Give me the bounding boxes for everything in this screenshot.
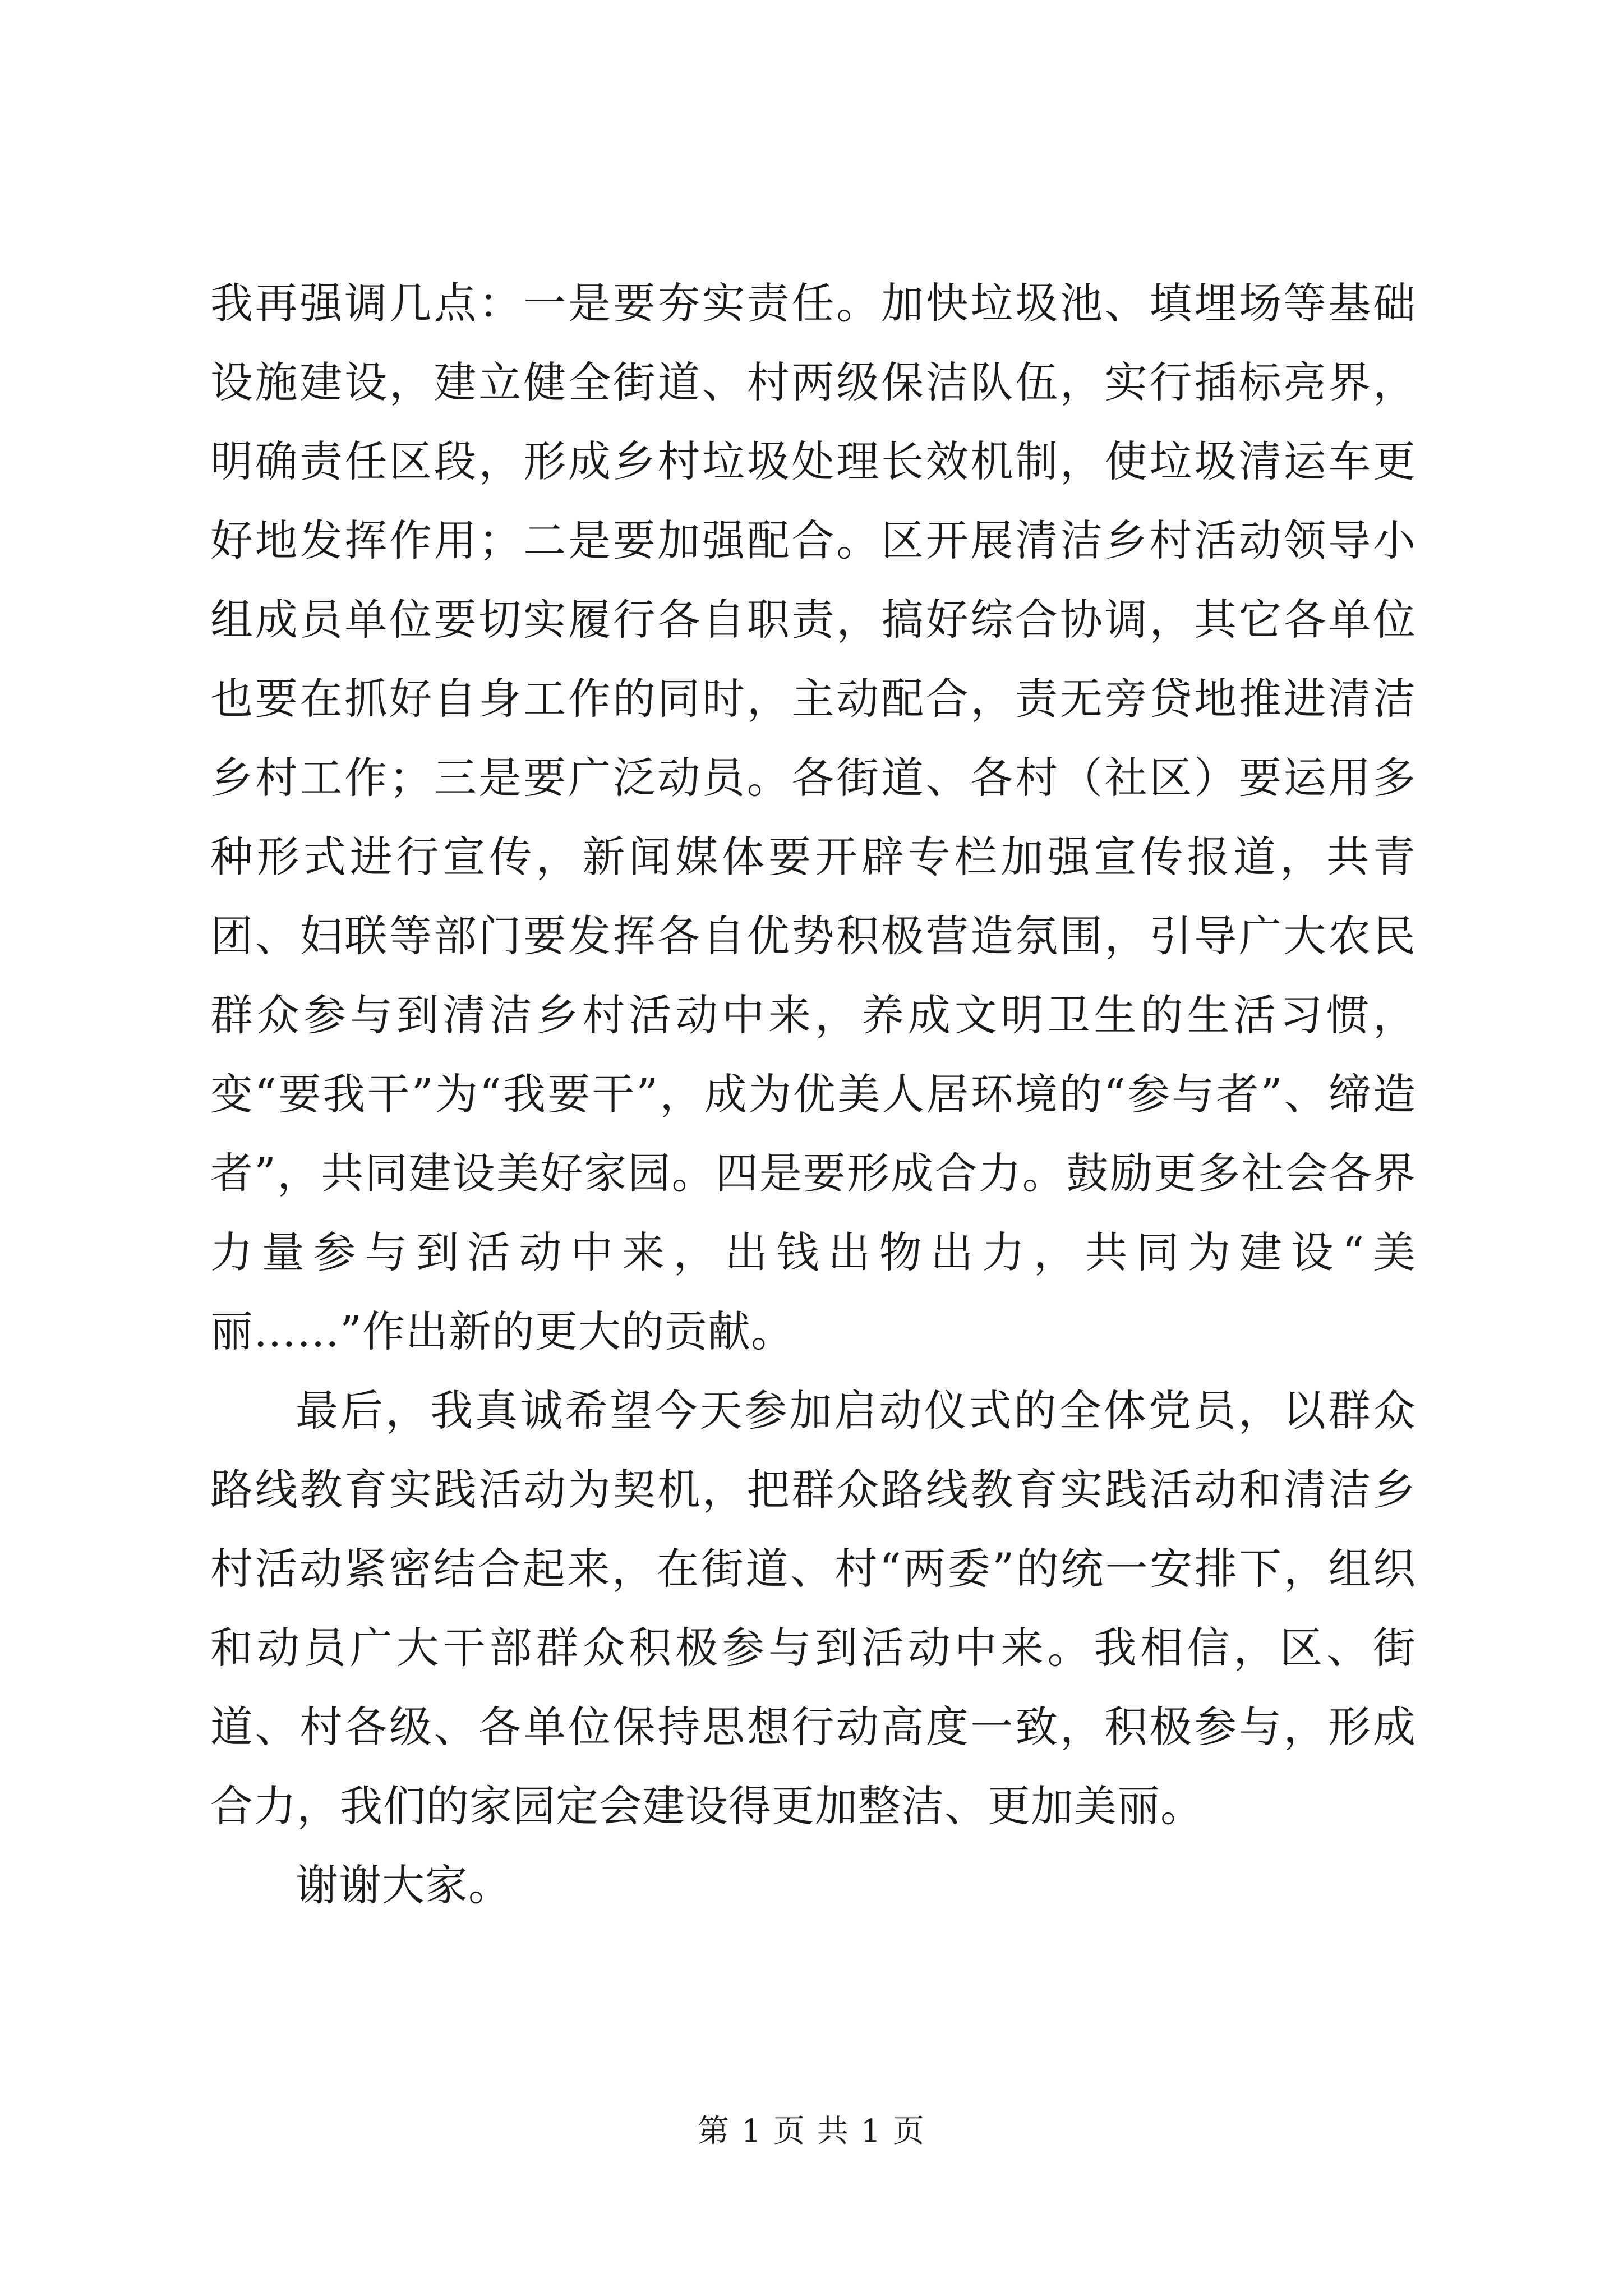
paragraph-1: 我再强调几点：一是要夯实责任。加快垃圾池、填埋场等基础设施建设，建立健全街道、村两级保洁队伍，实行插标亮界，明确责任区段，形成乡村垃圾处理长效机制，使垃圾清运车更好地发挥作用；二是要加强配合。区开展清洁乡村活动领导小组成员单位要切实履行各自职责，搞好综合协调，其它各单位也要在抓好自身工作的同时，主动配合，责无旁贷地推进清洁乡村工作；三是要广泛动员。各街道、各村（社区）要运用多种形式进行宣传，新闻媒体要开辟专栏加强宣传报道，共青团、妇联等部门要发挥各自优势积极营造氛围，引导广大农民群众参与到清洁乡村活动中来，养成文明卫生的生活习惯，变“要我干”为“我要干”，成为优美人居环境的“参与者”、缔造者”，共同建设美好家园。四是要形成合力。鼓励更多社会各界力量参与到活动中来，出钱出物出力，共同为建设“美丽……”作出新的更大的贡献。: [210, 278, 1416, 1356]
page-footer: 第 1 页 共 1 页: [697, 2113, 926, 2150]
paragraph-3: 谢谢大家。: [296, 1860, 511, 1910]
document-body: [210, 264, 1416, 1925]
paragraph-2: 最后，我真诚希望今天参加启动仪式的全体党员，以群众路线教育实践活动为契机，把群众路线教育实践活动和清洁乡村活动紧密结合起来，在街道、村“两委”的统一安排下，组织和动员广大干部群众积极参与到活动中来。我相信，区、街道、村各级、各单位保持思想行动高度一致，积极参与，形成合力，我们的家园定会建设得更加整洁、更加美丽。: [210, 1386, 1416, 1831]
